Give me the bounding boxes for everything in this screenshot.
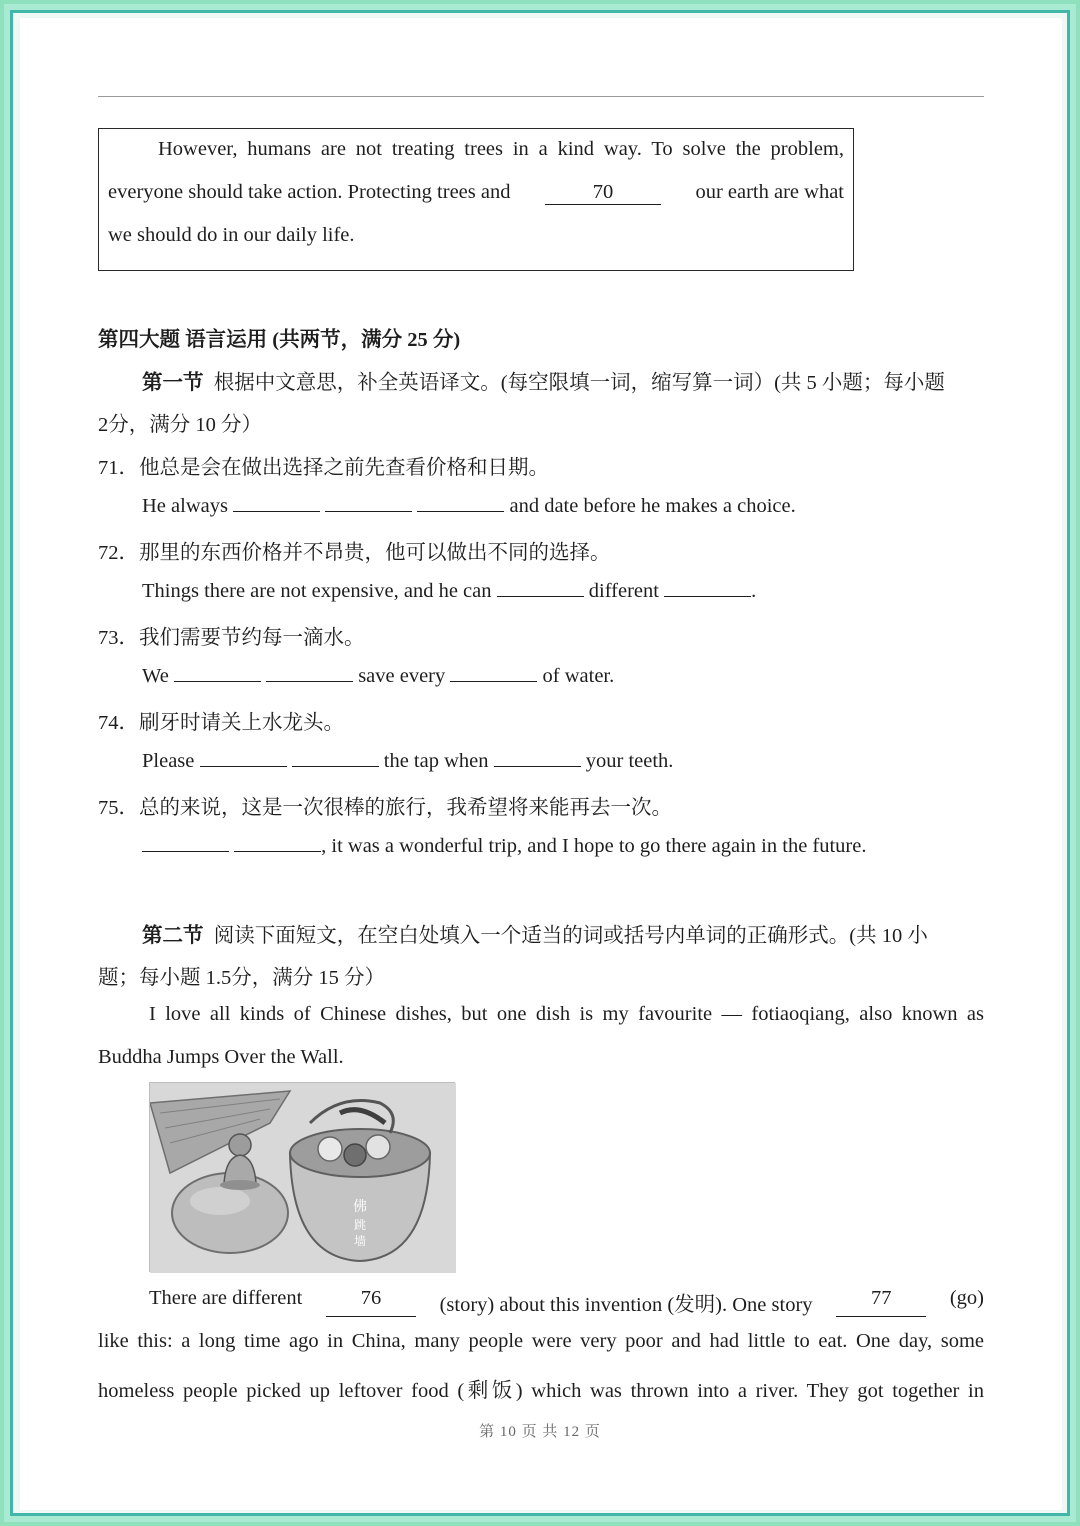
q71-english: [142, 493, 796, 518]
q71-en-a: He always: [142, 495, 228, 517]
part2-instruction-b: 题；每小题 1.5分，满分 15 分）: [98, 967, 385, 989]
part2-instruction: [142, 918, 928, 948]
q74-blank-2[interactable]: [292, 748, 379, 767]
q74-chinese: 74．刷牙时请关上水龙头。: [98, 712, 344, 734]
q72-blank-1[interactable]: [497, 578, 584, 597]
q75-english: [142, 833, 867, 858]
q75-blank-2[interactable]: [234, 833, 321, 852]
q71-blank-2[interactable]: [325, 493, 412, 512]
paragraph-2-line-1: [149, 1287, 984, 1317]
passage-line-2-before: everyone should take action. Protecting trees and: [108, 181, 511, 203]
q72-en-c: .: [751, 580, 757, 602]
q71-blank-3[interactable]: [417, 493, 504, 512]
paragraph-2-line-2: like this: a long time ago in China, many people were very poor and had little to eat. One day, some: [98, 1330, 984, 1352]
q72-en-b: different: [588, 580, 659, 602]
paragraph-2-a1: There are different: [149, 1287, 303, 1309]
paragraph-2-a2: (story) about this invention (发明). One story: [439, 1294, 813, 1316]
q74-en-b: the tap when: [383, 750, 489, 772]
passage-line-3: we should do in our daily life.: [108, 224, 355, 246]
header-rule: [98, 96, 984, 97]
section-title: 第四大题 语言运用 (共两节，满分 25 分): [98, 329, 461, 351]
q73-blank-2[interactable]: [266, 663, 353, 682]
q74-en-a: Please: [142, 750, 195, 772]
q72-chinese: 72．那里的东西价格并不昂贵，他可以做出不同的选择。: [98, 542, 611, 564]
part1-instruction-b: 2分，满分 10 分）: [98, 414, 262, 436]
q74-blank-1[interactable]: [200, 748, 287, 767]
passage-line-2: [108, 181, 844, 205]
paragraph-1-line-2: Buddha Jumps Over the Wall.: [98, 1046, 344, 1068]
q74-blank-3[interactable]: [494, 748, 581, 767]
q73-blank-1[interactable]: [174, 663, 261, 682]
q73-en-a: We: [142, 665, 169, 687]
pot-char-1: 佛: [353, 1199, 367, 1215]
q72-en-a: Things there are not expensive, and he can: [142, 580, 492, 602]
q73-blank-3[interactable]: [450, 663, 537, 682]
q75-chinese: 75．总的来说，这是一次很棒的旅行，我希望将来能再去一次。: [98, 797, 672, 819]
pot-char-2: 跳: [353, 1218, 367, 1232]
q74-en-c: your teeth.: [585, 750, 674, 772]
page-number-footer: 第 10 页 共 12 页: [479, 1424, 601, 1440]
passage-line-2-after: our earth are what: [695, 181, 844, 203]
pot-char-3: 墙: [353, 1234, 367, 1248]
fotiaoqiang-illustration: [149, 1082, 455, 1272]
q72-english: [142, 578, 756, 603]
q73-en-c: of water.: [542, 665, 615, 687]
q73-en-b: save every: [358, 665, 446, 687]
part1-label: 第一节: [142, 372, 204, 394]
part1-instruction: [142, 365, 945, 395]
paragraph-2-line-3: homeless people picked up leftover food (剩饭) which was thrown into a river. They got together in: [98, 1380, 984, 1402]
part2-label: 第二节: [142, 925, 204, 947]
part1-instruction-a: 根据中文意思，补全英语译文。(每空限填一词，缩写算一词）(共 5 小题；每小题: [213, 372, 945, 394]
paragraph-2-a3: (go): [949, 1287, 984, 1309]
passage-line-1: However, humans are not treating trees in a kind way. To solve the problem,: [158, 138, 844, 160]
paragraph-1-line-1: I love all kinds of Chinese dishes, but one dish is my favourite — fotiaoqiang, also known as: [149, 1003, 984, 1025]
q73-chinese: 73．我们需要节约每一滴水。: [98, 627, 365, 649]
q72-blank-2[interactable]: [664, 578, 751, 597]
q75-blank-1[interactable]: [142, 833, 229, 852]
q73-english: [142, 663, 614, 688]
fotiaoqiang-illustration-svg: [150, 1083, 456, 1273]
part2-instruction-a: 阅读下面短文，在空白处填入一个适当的词或括号内单词的正确形式。(共 10 小: [213, 925, 928, 947]
q71-chinese: 71．他总是会在做出选择之前先查看价格和日期。: [98, 457, 549, 479]
q74-english: [142, 748, 673, 773]
q71-blank-1[interactable]: [233, 493, 320, 512]
q71-en-b: and date before he makes a choice.: [509, 495, 796, 517]
q75-en-a: , it was a wonderful trip, and I hope to go there again in the future.: [321, 835, 867, 857]
blank-76[interactable]: 76: [326, 1287, 416, 1317]
blank-77[interactable]: 77: [836, 1287, 926, 1317]
blank-70[interactable]: 70: [545, 181, 661, 205]
